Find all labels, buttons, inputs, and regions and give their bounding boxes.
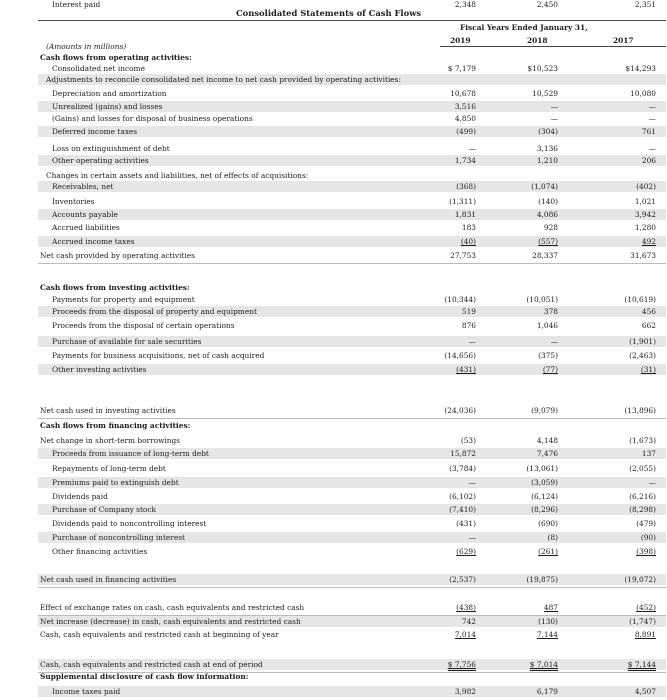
row-label: Unrealized (gains) and losses	[52, 102, 163, 111]
row-label: Deferred income taxes	[52, 127, 138, 136]
row-label: Changes in certain assets and liabilities, net of effects of acquisitions:	[46, 171, 309, 180]
value-2018: 487	[543, 603, 558, 612]
value-2017: (452)	[636, 603, 656, 612]
value-2019: 183	[461, 223, 476, 232]
row-label: (Gains) and losses for disposal of business operations	[52, 114, 253, 123]
value-2017: 137	[641, 449, 656, 458]
value-2017: —	[648, 114, 656, 123]
row-label: Purchase of available for sale securities	[52, 337, 202, 346]
value-2017: (6,216)	[629, 492, 656, 501]
row-label: Purchase of Company stock	[52, 505, 156, 514]
row-label: Interest paid	[52, 0, 101, 9]
title-rule	[38, 20, 666, 21]
value-2019: $ 7,756	[447, 660, 476, 669]
value-2019: —	[468, 337, 476, 346]
value-2017: 1,280	[634, 223, 656, 232]
value-2017: 3,942	[634, 210, 656, 219]
row-label: Cash, cash equivalents and restricted cash at beginning of year	[40, 630, 279, 639]
value-2019: (1,311)	[449, 197, 476, 206]
row-label: Proceeds from issuance of long-term debt	[52, 449, 209, 458]
value-2018: (261)	[538, 547, 558, 556]
value-2017: (479)	[636, 519, 656, 528]
value-2018: (8)	[547, 533, 558, 542]
value-2017: $14,293	[625, 64, 656, 73]
value-2017: 31,673	[630, 251, 656, 260]
section-heading: Cash flows from financing activities:	[40, 421, 191, 430]
row-label: Adjustments to reconcile consolidated net income to net cash provided by operating activities:	[46, 75, 401, 84]
value-2019: (438)	[456, 603, 476, 612]
value-2018: 928	[543, 223, 558, 232]
value-2017: (2,463)	[629, 351, 656, 360]
value-2018: (9,079)	[531, 406, 558, 415]
value-2017: (13,896)	[624, 406, 656, 415]
value-2018: (690)	[538, 519, 558, 528]
value-2019: 1,734	[454, 156, 476, 165]
total-row-label: Net cash used in investing activities	[40, 406, 176, 415]
value-2019: (431)	[456, 365, 476, 374]
value-2018: (10,051)	[526, 295, 558, 304]
row-label: Depreciation and amortization	[52, 89, 167, 98]
value-2019: (2,537)	[449, 575, 476, 584]
value-2018: (6,124)	[531, 492, 558, 501]
value-2018: (557)	[538, 237, 558, 246]
row-shade	[38, 686, 666, 697]
row-label: Proceeds from the disposal of certain operations	[52, 321, 235, 330]
total-row-label: Net cash provided by operating activities	[40, 251, 195, 260]
value-2017: 8,891	[634, 630, 656, 639]
row-label: Inventories	[52, 197, 95, 206]
value-2017: (398)	[636, 547, 656, 556]
value-2019: (10,344)	[444, 295, 476, 304]
section-heading: Supplemental disclosure of cash flow information:	[40, 672, 249, 681]
value-2018: —	[550, 337, 558, 346]
value-2018: 4,148	[536, 436, 558, 445]
row-shade	[38, 209, 666, 220]
year-2018: 2018	[527, 36, 548, 45]
value-2018: —	[550, 102, 558, 111]
row-label: Income taxes paid	[52, 687, 121, 696]
value-2018: (13,061)	[526, 464, 558, 473]
value-2019: 4,850	[454, 114, 476, 123]
total-row-label: Net cash used in financing activities	[40, 575, 177, 584]
row-label: Purchase of noncontrolling interest	[52, 533, 185, 542]
value-2018: 3,136	[536, 144, 558, 153]
value-2017: 206	[641, 156, 656, 165]
value-2017: (8,298)	[629, 505, 656, 514]
row-label: Dividends paid to noncontrolling interest	[52, 519, 207, 528]
value-2019: 3,982	[454, 687, 476, 696]
row-label: Net change in short-term borrowings	[40, 436, 181, 445]
period-header: Fiscal Years Ended January 31,	[460, 23, 588, 32]
value-2018: 378	[543, 307, 558, 316]
value-2018: 7,144	[536, 630, 558, 639]
value-2019: 10,678	[450, 89, 476, 98]
year-2017: 2017	[613, 36, 634, 45]
value-2018: 10,529	[532, 89, 558, 98]
row-label: Repayments of long-term debt	[52, 464, 166, 473]
value-2017: (19,072)	[624, 575, 656, 584]
row-label: Net increase (decrease) in cash, cash equivalents and restricted cash	[40, 617, 301, 626]
value-2019: (629)	[456, 547, 476, 556]
row-label: Receivables, net	[52, 182, 114, 191]
value-2018: (130)	[538, 617, 558, 626]
value-2017: 456	[641, 307, 656, 316]
value-2018: 4,086	[536, 210, 558, 219]
value-2017: —	[648, 478, 656, 487]
value-2018: (19,875)	[526, 575, 558, 584]
section-divider	[38, 263, 666, 264]
value-2018: (375)	[538, 351, 558, 360]
value-2019: (24,036)	[444, 406, 476, 415]
value-2018: —	[550, 114, 558, 123]
value-2017: (90)	[640, 533, 656, 542]
value-2018: 6,179	[536, 687, 558, 696]
value-2018: 1,210	[536, 156, 558, 165]
row-label: Payments for property and equipment	[52, 295, 195, 304]
value-2019: (14,656)	[444, 351, 476, 360]
value-2019: $ 7,179	[447, 64, 476, 73]
value-2019: —	[468, 144, 476, 153]
header-rule	[440, 46, 666, 47]
row-label: Proceeds from the disposal of property and equipment	[52, 307, 257, 316]
row-label: Payments for business acquisitions, net of cash acquired	[52, 351, 265, 360]
row-label: Accrued income taxes	[52, 237, 135, 246]
row-shade	[38, 181, 666, 192]
value-2018: (140)	[538, 197, 558, 206]
value-2018: 1,046	[536, 321, 558, 330]
value-2019: 27,753	[450, 251, 476, 260]
value-2017: (1,673)	[629, 436, 656, 445]
value-2017: (10,619)	[624, 295, 656, 304]
value-2019: —	[468, 533, 476, 542]
value-2019: 742	[461, 617, 476, 626]
value-2018: (77)	[542, 365, 558, 374]
row-label: Premiums paid to extinguish debt	[52, 478, 179, 487]
value-2019: (499)	[456, 127, 476, 136]
amounts-note: (Amounts in millions)	[46, 42, 127, 51]
value-2018: (1,074)	[531, 182, 558, 191]
row-label: Accounts payable	[52, 210, 118, 219]
value-2017: (31)	[640, 365, 656, 374]
value-2019: (40)	[460, 237, 476, 246]
year-2019: 2019	[450, 36, 471, 45]
value-2017: 492	[641, 237, 656, 246]
value-2018: 7,476	[536, 449, 558, 458]
value-2019: 519	[461, 307, 476, 316]
value-2017: 4,507	[634, 687, 656, 696]
value-2019: (53)	[460, 436, 476, 445]
value-2019: (7,410)	[449, 505, 476, 514]
value-2017: —	[648, 102, 656, 111]
section-heading: Cash flows from operating activities:	[40, 53, 192, 62]
value-2019: (6,102)	[449, 492, 476, 501]
value-2017: $ 7,144	[627, 660, 656, 669]
section-divider	[38, 587, 666, 588]
value-2017: 10,080	[630, 89, 656, 98]
value-2017: (2,055)	[629, 464, 656, 473]
row-label: Other financing activities	[52, 547, 148, 556]
row-label: Loss on extinguishment of debt	[52, 144, 170, 153]
value-2018: 2,450	[536, 0, 558, 9]
value-2018: 28,337	[532, 251, 558, 260]
row-label: Consolidated net income	[52, 64, 145, 73]
value-2019: (3,784)	[449, 464, 476, 473]
value-2018: (304)	[538, 127, 558, 136]
statement-title: Consolidated Statements of Cash Flows	[236, 8, 422, 18]
value-2017: 662	[641, 321, 656, 330]
row-label: Other investing activities	[52, 365, 147, 374]
value-2018: $ 7,014	[529, 660, 558, 669]
value-2019: 3,516	[454, 102, 476, 111]
value-2017: (402)	[636, 182, 656, 191]
value-2019: 876	[461, 321, 476, 330]
value-2018: (3,059)	[531, 478, 558, 487]
value-2019: (431)	[456, 519, 476, 528]
value-2017: (1,747)	[629, 617, 656, 626]
value-2019: 1,831	[454, 210, 476, 219]
value-2018: $10,523	[527, 64, 558, 73]
section-heading: Cash flows from investing activities:	[40, 283, 190, 292]
section-divider	[38, 418, 666, 419]
value-2017: (1,901)	[629, 337, 656, 346]
row-label: Cash, cash equivalents and restricted cash at end of period	[40, 660, 263, 669]
value-2017: 1,021	[634, 197, 656, 206]
value-2019: —	[468, 478, 476, 487]
value-2017: 761	[641, 127, 656, 136]
row-label: Effect of exchange rates on cash, cash equivalents and restricted cash	[40, 603, 305, 612]
row-label: Accrued liabilities	[52, 223, 120, 232]
value-2017: —	[648, 144, 656, 153]
value-2019: 2,348	[454, 0, 476, 9]
value-2019: (368)	[456, 182, 476, 191]
value-2019: 7,014	[454, 630, 476, 639]
row-label: Dividends paid	[52, 492, 108, 501]
value-2019: 15,872	[450, 449, 476, 458]
row-label: Other operating activities	[52, 156, 149, 165]
value-2017: 2,351	[634, 0, 656, 9]
value-2018: (8,296)	[531, 505, 558, 514]
